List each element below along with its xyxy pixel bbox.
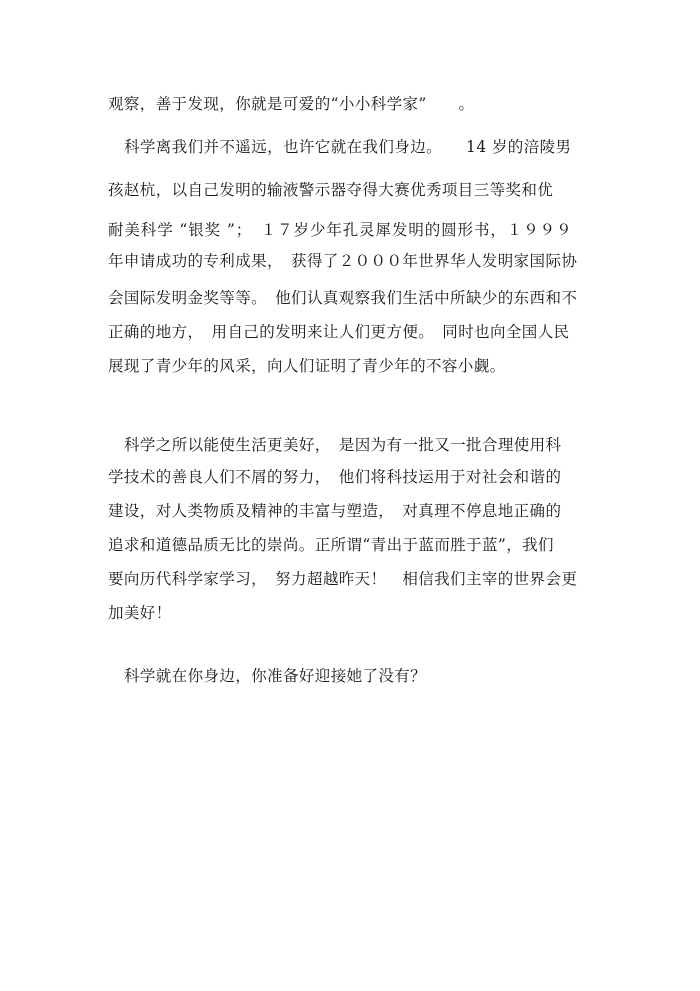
text-line-3: 孩赵杭，以自己发明的输液警示器夺得大赛优秀项目三等奖和优 (108, 181, 554, 199)
text-line-6: 会国际发明金奖等等。 他们认真观察我们生活中所缺少的东西和不 (108, 289, 578, 307)
text-line-8: 展现了青少年的风采，向人们证明了青少年的不容小觑。 (108, 357, 506, 375)
text-line-5: 年申请成功的专利成果， 获得了２０００年世界华人发明家国际协 (108, 252, 578, 270)
text-line-12: 追求和道德品质无比的崇尚。正所谓“青出于蓝而胜于蓝”，我们 (108, 536, 554, 554)
text-line-7: 正确的地方， 用自己的发明来让人们更方便。 同时也向全国人民 (108, 323, 570, 341)
text-line-4: 耐美科学 “银奖 ”； １７岁少年孔灵犀发明的圆形书，１９９９ (108, 221, 573, 239)
text-line-1: 观察，善于发现，你就是可爱的“小小科学家” 。 (108, 95, 475, 113)
text-line-15: 科学就在你身边，你准备好迎接她了没有？ (124, 667, 427, 685)
text-line-11: 建设，对人类物质及精神的丰富与塑造， 对真理不停息地正确的 (108, 502, 562, 520)
text-line-9: 科学之所以能使生活更美好， 是因为有一批又一批合理使用科 (124, 436, 562, 454)
text-line-14: 加美好！ (108, 604, 172, 622)
text-line-10: 学技术的善良人们不屑的努力， 他们将科技运用于对社会和谐的 (108, 468, 562, 486)
text-line-13: 要向历代科学家学习， 努力超越昨天！ 相信我们主宰的世界会更 (108, 570, 578, 588)
text-line-2: 科学离我们并不遥远，也许它就在我们身边。 14 岁的涪陵男 (124, 138, 572, 156)
